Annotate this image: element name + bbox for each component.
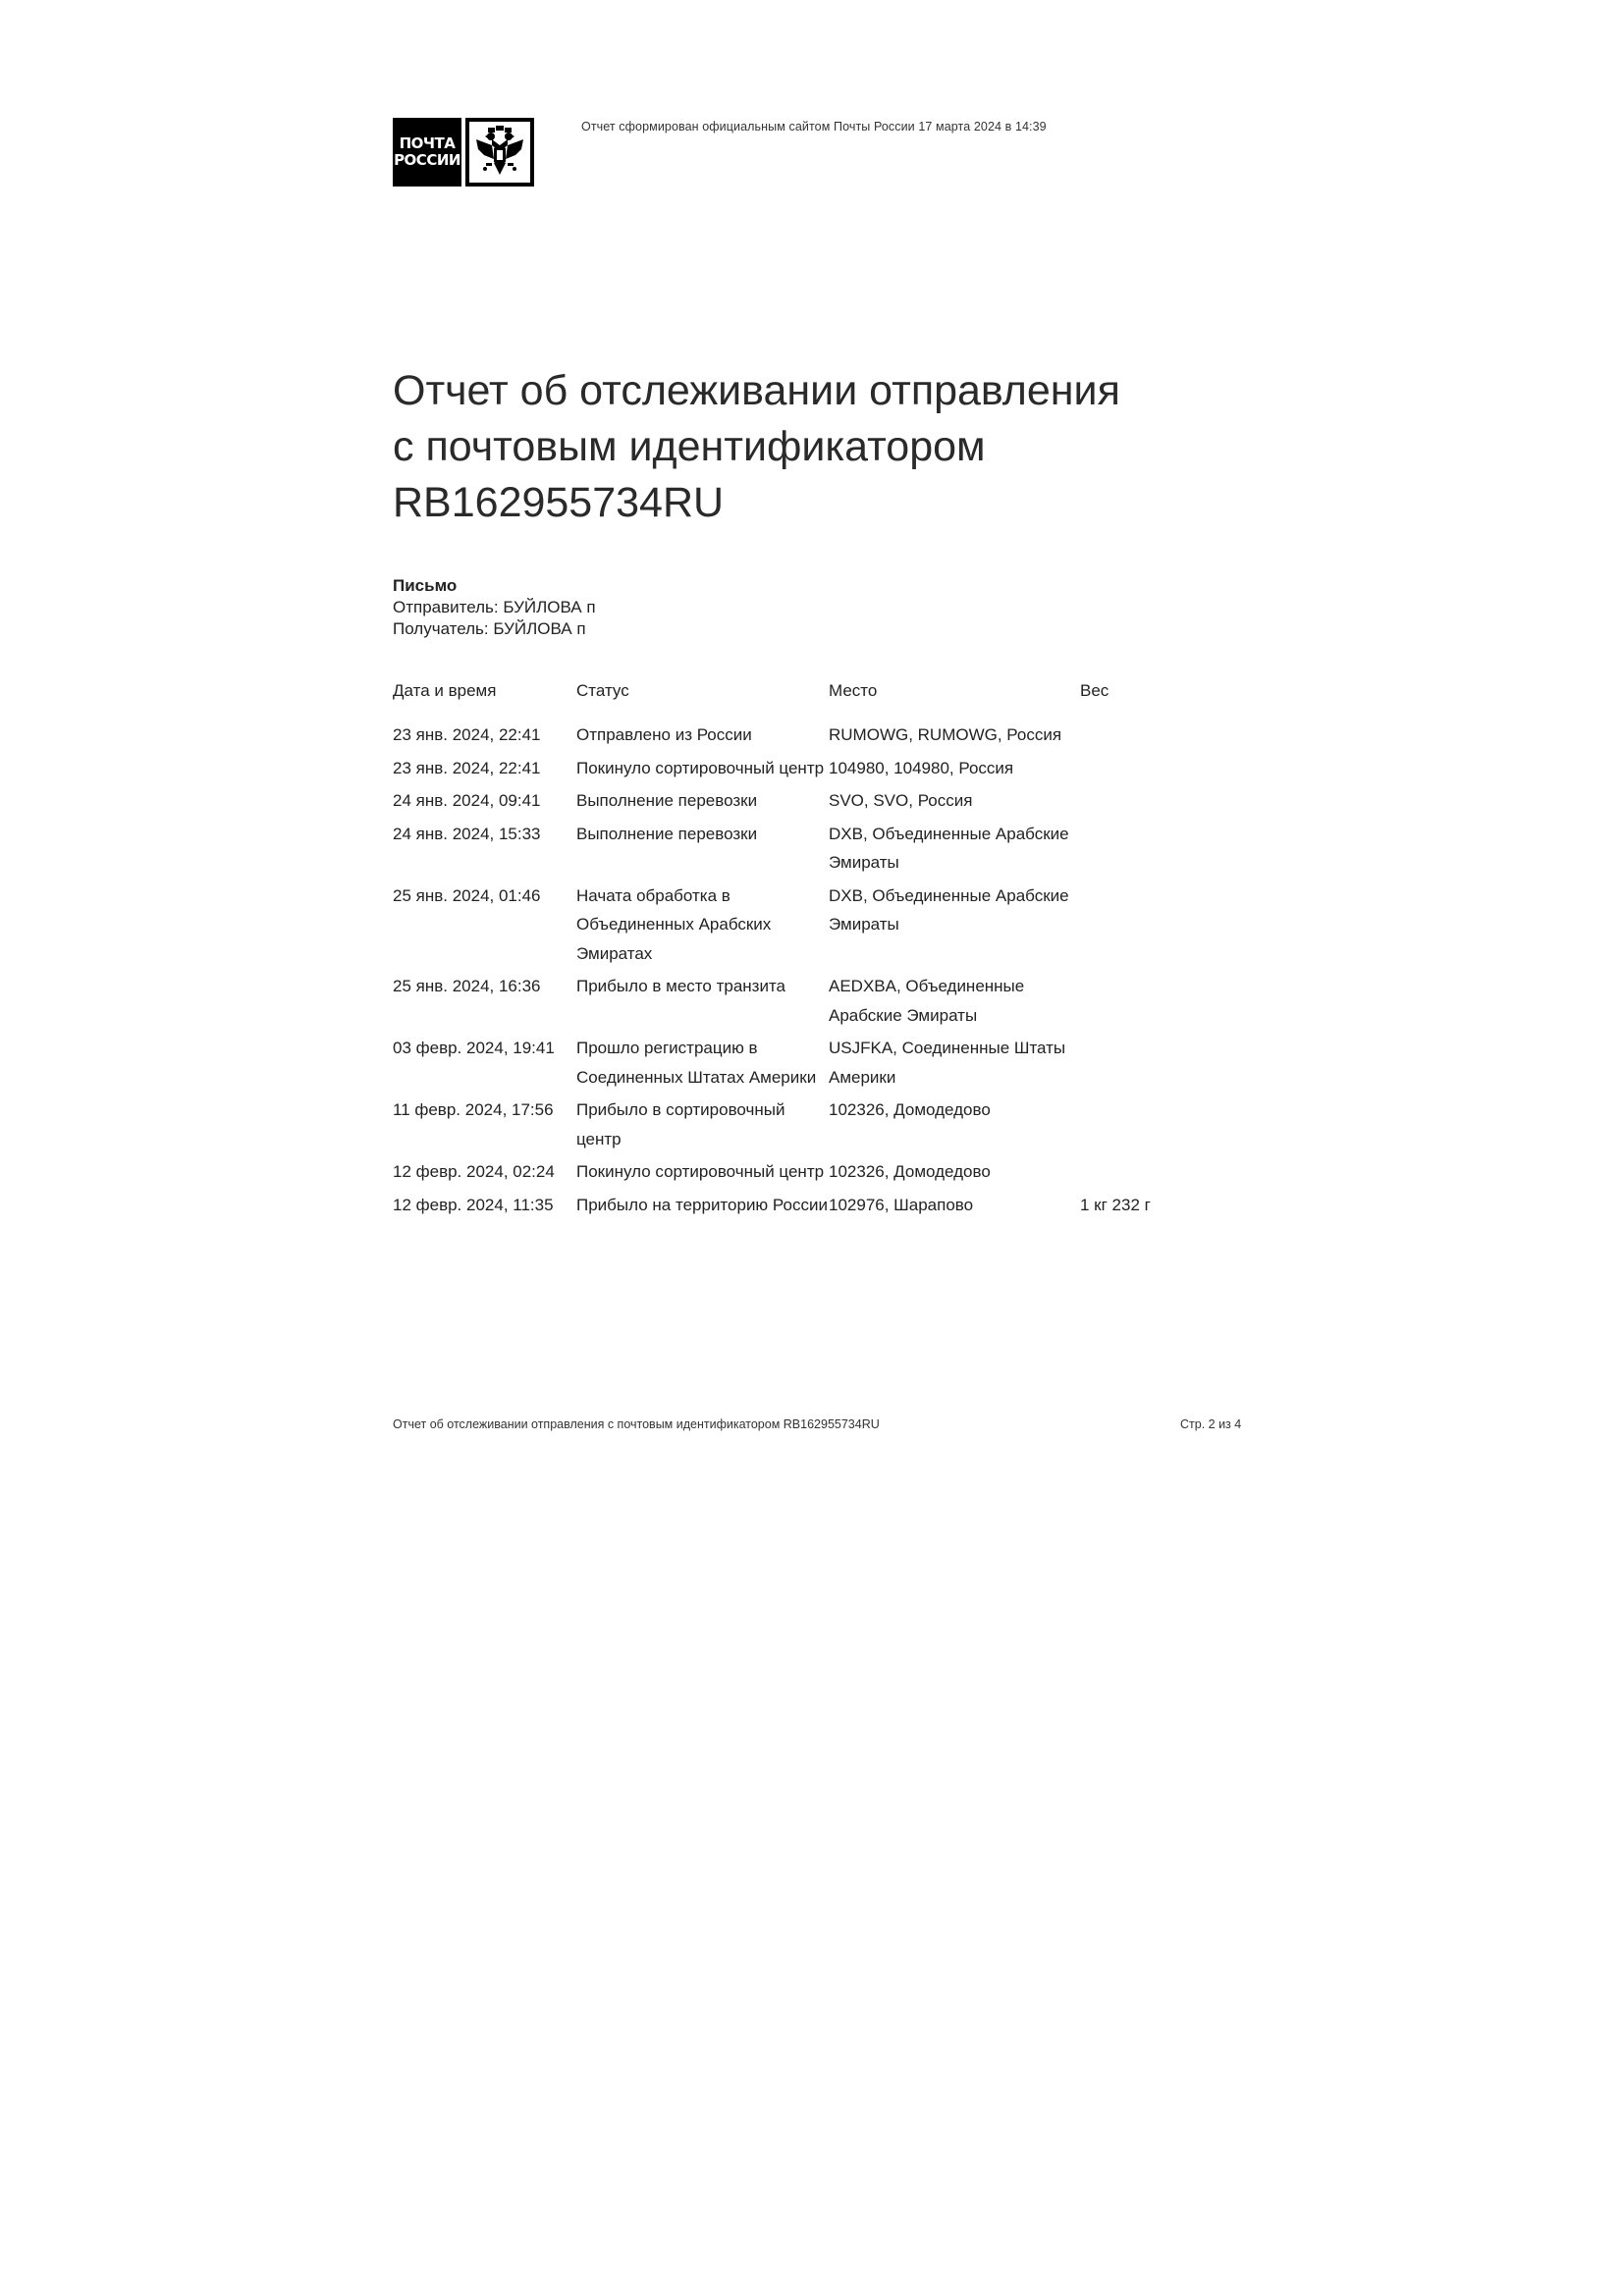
cell-date: 25 янв. 2024, 16:36 <box>393 977 541 995</box>
cell-date: 25 янв. 2024, 01:46 <box>393 885 541 905</box>
title-line-1: Отчет об отслеживании отправления <box>393 367 1120 414</box>
table-row <box>393 1191 1257 1224</box>
item-type: Письмо <box>393 576 458 595</box>
item-info <box>393 575 596 640</box>
cell-weight <box>1080 972 1257 1034</box>
tracking-events-table <box>393 679 1257 1223</box>
cell-weight <box>1080 820 1257 881</box>
page-title <box>393 363 1276 531</box>
cell-weight <box>1080 1157 1257 1191</box>
cell-date: 23 янв. 2024, 22:41 <box>393 758 541 777</box>
cell-place: 104980, 104980, Россия <box>829 758 1014 777</box>
cell-status: Покинуло сортировочный центр <box>576 1162 825 1181</box>
cell-status: Выполнение перевозки <box>576 791 758 810</box>
header-date: Дата и время <box>393 681 497 700</box>
cell-place: SVO, SVO, Россия <box>829 791 973 810</box>
table-row <box>393 1034 1257 1095</box>
cell-status: Прибыло в сортировочный центр <box>576 1100 785 1148</box>
header-place: Место <box>829 681 878 700</box>
logo-line-2: РОССИИ <box>394 151 460 169</box>
cell-place: DXB, Объединенные Арабские Эмираты <box>829 824 1069 872</box>
cell-date: 12 февр. 2024, 11:35 <box>393 1195 554 1214</box>
double-headed-eagle-icon <box>465 118 534 187</box>
table-row <box>393 786 1257 820</box>
cell-weight: 1 кг 232 г <box>1080 1195 1151 1214</box>
footer-page-number: Стр. 2 из 4 <box>1180 1417 1242 1431</box>
recipient: Получатель: БУЙЛОВА п <box>393 619 586 638</box>
cell-place: DXB, Объединенные Арабские Эмираты <box>829 885 1069 934</box>
cell-weight <box>1080 786 1257 820</box>
header-weight: Вес <box>1080 681 1109 700</box>
cell-date: 12 февр. 2024, 02:24 <box>393 1162 555 1181</box>
table-row <box>393 820 1257 881</box>
russian-post-logo <box>393 118 534 187</box>
cell-date: 03 февр. 2024, 19:41 <box>393 1039 555 1057</box>
cell-place: 102976, Шарапово <box>829 1195 974 1214</box>
table-row <box>393 972 1257 1034</box>
cell-date: 24 янв. 2024, 15:33 <box>393 824 541 843</box>
footer-document-title: Отчет об отслеживании отправления с почтовым идентификатором RB162955734RU <box>393 1417 880 1431</box>
cell-status: Прошло регистрацию в Соединенных Штатах Америки <box>576 1039 817 1087</box>
cell-date: 11 февр. 2024, 17:56 <box>393 1100 554 1119</box>
cell-weight <box>1080 754 1257 787</box>
cell-weight <box>1080 1034 1257 1095</box>
cell-place: 102326, Домодедово <box>829 1162 991 1181</box>
cell-place: RUMOWG, RUMOWG, Россия <box>829 725 1062 744</box>
title-line-2: с почтовым идентификатором <box>393 423 986 470</box>
cell-status: Начата обработка в Объединенных Арабских Эмиратах <box>576 885 772 963</box>
header-status: Статус <box>576 681 629 700</box>
cell-status: Отправлено из России <box>576 725 752 744</box>
cell-weight <box>1080 881 1257 973</box>
cell-status: Прибыло в место транзита <box>576 977 786 995</box>
sender: Отправитель: БУЙЛОВА п <box>393 598 596 616</box>
cell-date: 24 янв. 2024, 09:41 <box>393 791 541 810</box>
table-row <box>393 754 1257 787</box>
logo-wordmark <box>393 118 461 187</box>
table-row <box>393 1157 1257 1191</box>
cell-status: Выполнение перевозки <box>576 824 758 843</box>
cell-date: 23 янв. 2024, 22:41 <box>393 725 541 744</box>
eagle-emblem-svg <box>474 126 525 179</box>
cell-status: Покинуло сортировочный центр <box>576 758 825 777</box>
table-header-row <box>393 679 1257 721</box>
cell-place: AEDXBA, Объединенные Арабские Эмираты <box>829 977 1025 1025</box>
table-row <box>393 881 1257 973</box>
cell-weight <box>1080 721 1257 754</box>
cell-place: 102326, Домодедово <box>829 1100 991 1119</box>
generated-note: Отчет сформирован официальным сайтом Почты России 17 марта 2024 в 14:39 <box>581 120 1047 133</box>
cell-place: USJFKA, Соединенные Штаты Америки <box>829 1039 1066 1087</box>
table-row <box>393 721 1257 754</box>
tracking-number: RB162955734RU <box>393 479 725 526</box>
logo-line-1: ПОЧТА <box>399 134 456 152</box>
table-row <box>393 1095 1257 1157</box>
cell-weight <box>1080 1095 1257 1157</box>
cell-status: Прибыло на территорию России <box>576 1195 828 1214</box>
